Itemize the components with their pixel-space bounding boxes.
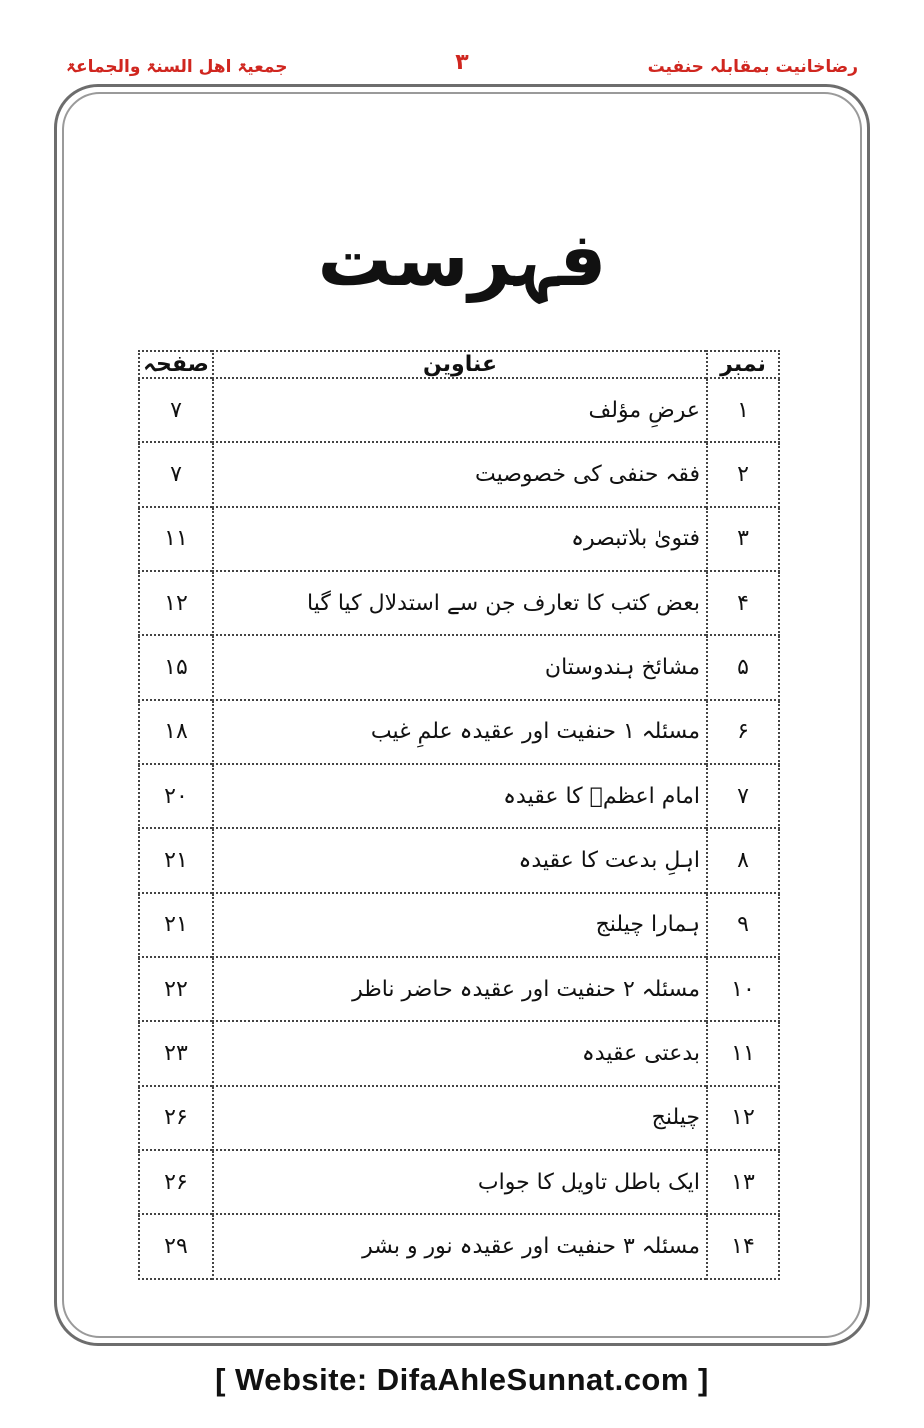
- entry-title: اہلِ بدعت کا عقیدہ: [213, 828, 707, 892]
- table-row: [139, 507, 779, 571]
- entry-number: ۶: [707, 700, 779, 764]
- entry-number: ۸: [707, 828, 779, 892]
- contents-table-body: [139, 378, 779, 1279]
- entry-number: ۲: [707, 442, 779, 506]
- table-header-row: [139, 351, 779, 378]
- table-row: [139, 378, 779, 442]
- entry-number: ۱۲: [707, 1086, 779, 1150]
- table-row: [139, 571, 779, 635]
- book-title-header: رضاخانیت بمقابلہ حنفیت: [647, 57, 858, 77]
- entry-title: امام اعظمؒ کا عقیدہ: [213, 764, 707, 828]
- entry-page: ۱۲: [139, 571, 213, 635]
- table-row: [139, 700, 779, 764]
- entry-number: ۳: [707, 507, 779, 571]
- entry-number: ۹: [707, 893, 779, 957]
- table-row: [139, 957, 779, 1021]
- page-number: ۳: [455, 50, 469, 75]
- publisher-header: جمعیۃ اھل السنۃ والجماعۃ: [66, 57, 288, 77]
- entry-title: چیلنج: [213, 1086, 707, 1150]
- entry-page: ۲۳: [139, 1021, 213, 1085]
- table-row: [139, 764, 779, 828]
- entry-title: بعض کتب کا تعارف جن سے استدلال کیا گیا: [213, 571, 707, 635]
- table-row: [139, 1021, 779, 1085]
- entry-title: فتویٰ بلاتبصرہ: [213, 507, 707, 571]
- table-row: [139, 442, 779, 506]
- entry-page: ۷: [139, 442, 213, 506]
- entry-number: ۱۳: [707, 1150, 779, 1214]
- entry-title: ہمارا چیلنج: [213, 893, 707, 957]
- column-header-page: صفحہ: [139, 351, 213, 378]
- entry-title: ایک باطل تاویل کا جواب: [213, 1150, 707, 1214]
- entry-page: ۷: [139, 378, 213, 442]
- entry-number: ١: [707, 378, 779, 442]
- table-row: [139, 828, 779, 892]
- entry-title: مشائخ ہندوستان: [213, 635, 707, 699]
- column-header-number: نمبر: [707, 351, 779, 378]
- entry-page: ۲۱: [139, 828, 213, 892]
- table-row: [139, 1086, 779, 1150]
- entry-number: ۷: [707, 764, 779, 828]
- table-row: [139, 893, 779, 957]
- entry-page: ۲۶: [139, 1150, 213, 1214]
- entry-number: ۱۱: [707, 1021, 779, 1085]
- table-row: [139, 1150, 779, 1214]
- entry-page: ۱۸: [139, 700, 213, 764]
- entry-title: مسئلہ ۲ حنفیت اور عقیدہ حاضر ناظر: [213, 957, 707, 1021]
- entry-title: مسئلہ ۳ حنفیت اور عقیدہ نور و بشر: [213, 1214, 707, 1279]
- entry-page: ۲۶: [139, 1086, 213, 1150]
- entry-page: ۲۹: [139, 1214, 213, 1279]
- entry-title: فقہ حنفی کی خصوصیت: [213, 442, 707, 506]
- column-header-title: عناوین: [213, 351, 707, 378]
- entry-page: ۲۱: [139, 893, 213, 957]
- entry-title: عرضِ مؤلف: [213, 378, 707, 442]
- entry-number: ۵: [707, 635, 779, 699]
- entry-title: مسئلہ ۱ حنفیت اور عقیدہ علمِ غیب: [213, 700, 707, 764]
- page-title: فہرست: [317, 217, 607, 303]
- table-row: [139, 635, 779, 699]
- entry-page: ۱۱: [139, 507, 213, 571]
- entry-title: بدعتی عقیدہ: [213, 1021, 707, 1085]
- entry-page: ۲۰: [139, 764, 213, 828]
- table-row: [139, 1214, 779, 1279]
- entry-number: ۱۴: [707, 1214, 779, 1279]
- contents-table: [138, 350, 780, 1280]
- entry-number: ۴: [707, 571, 779, 635]
- entry-number: ۱۰: [707, 957, 779, 1021]
- website-footer: [ Website: DifaAhleSunnat.com ]: [215, 1362, 709, 1397]
- entry-page: ۲۲: [139, 957, 213, 1021]
- entry-page: ۱۵: [139, 635, 213, 699]
